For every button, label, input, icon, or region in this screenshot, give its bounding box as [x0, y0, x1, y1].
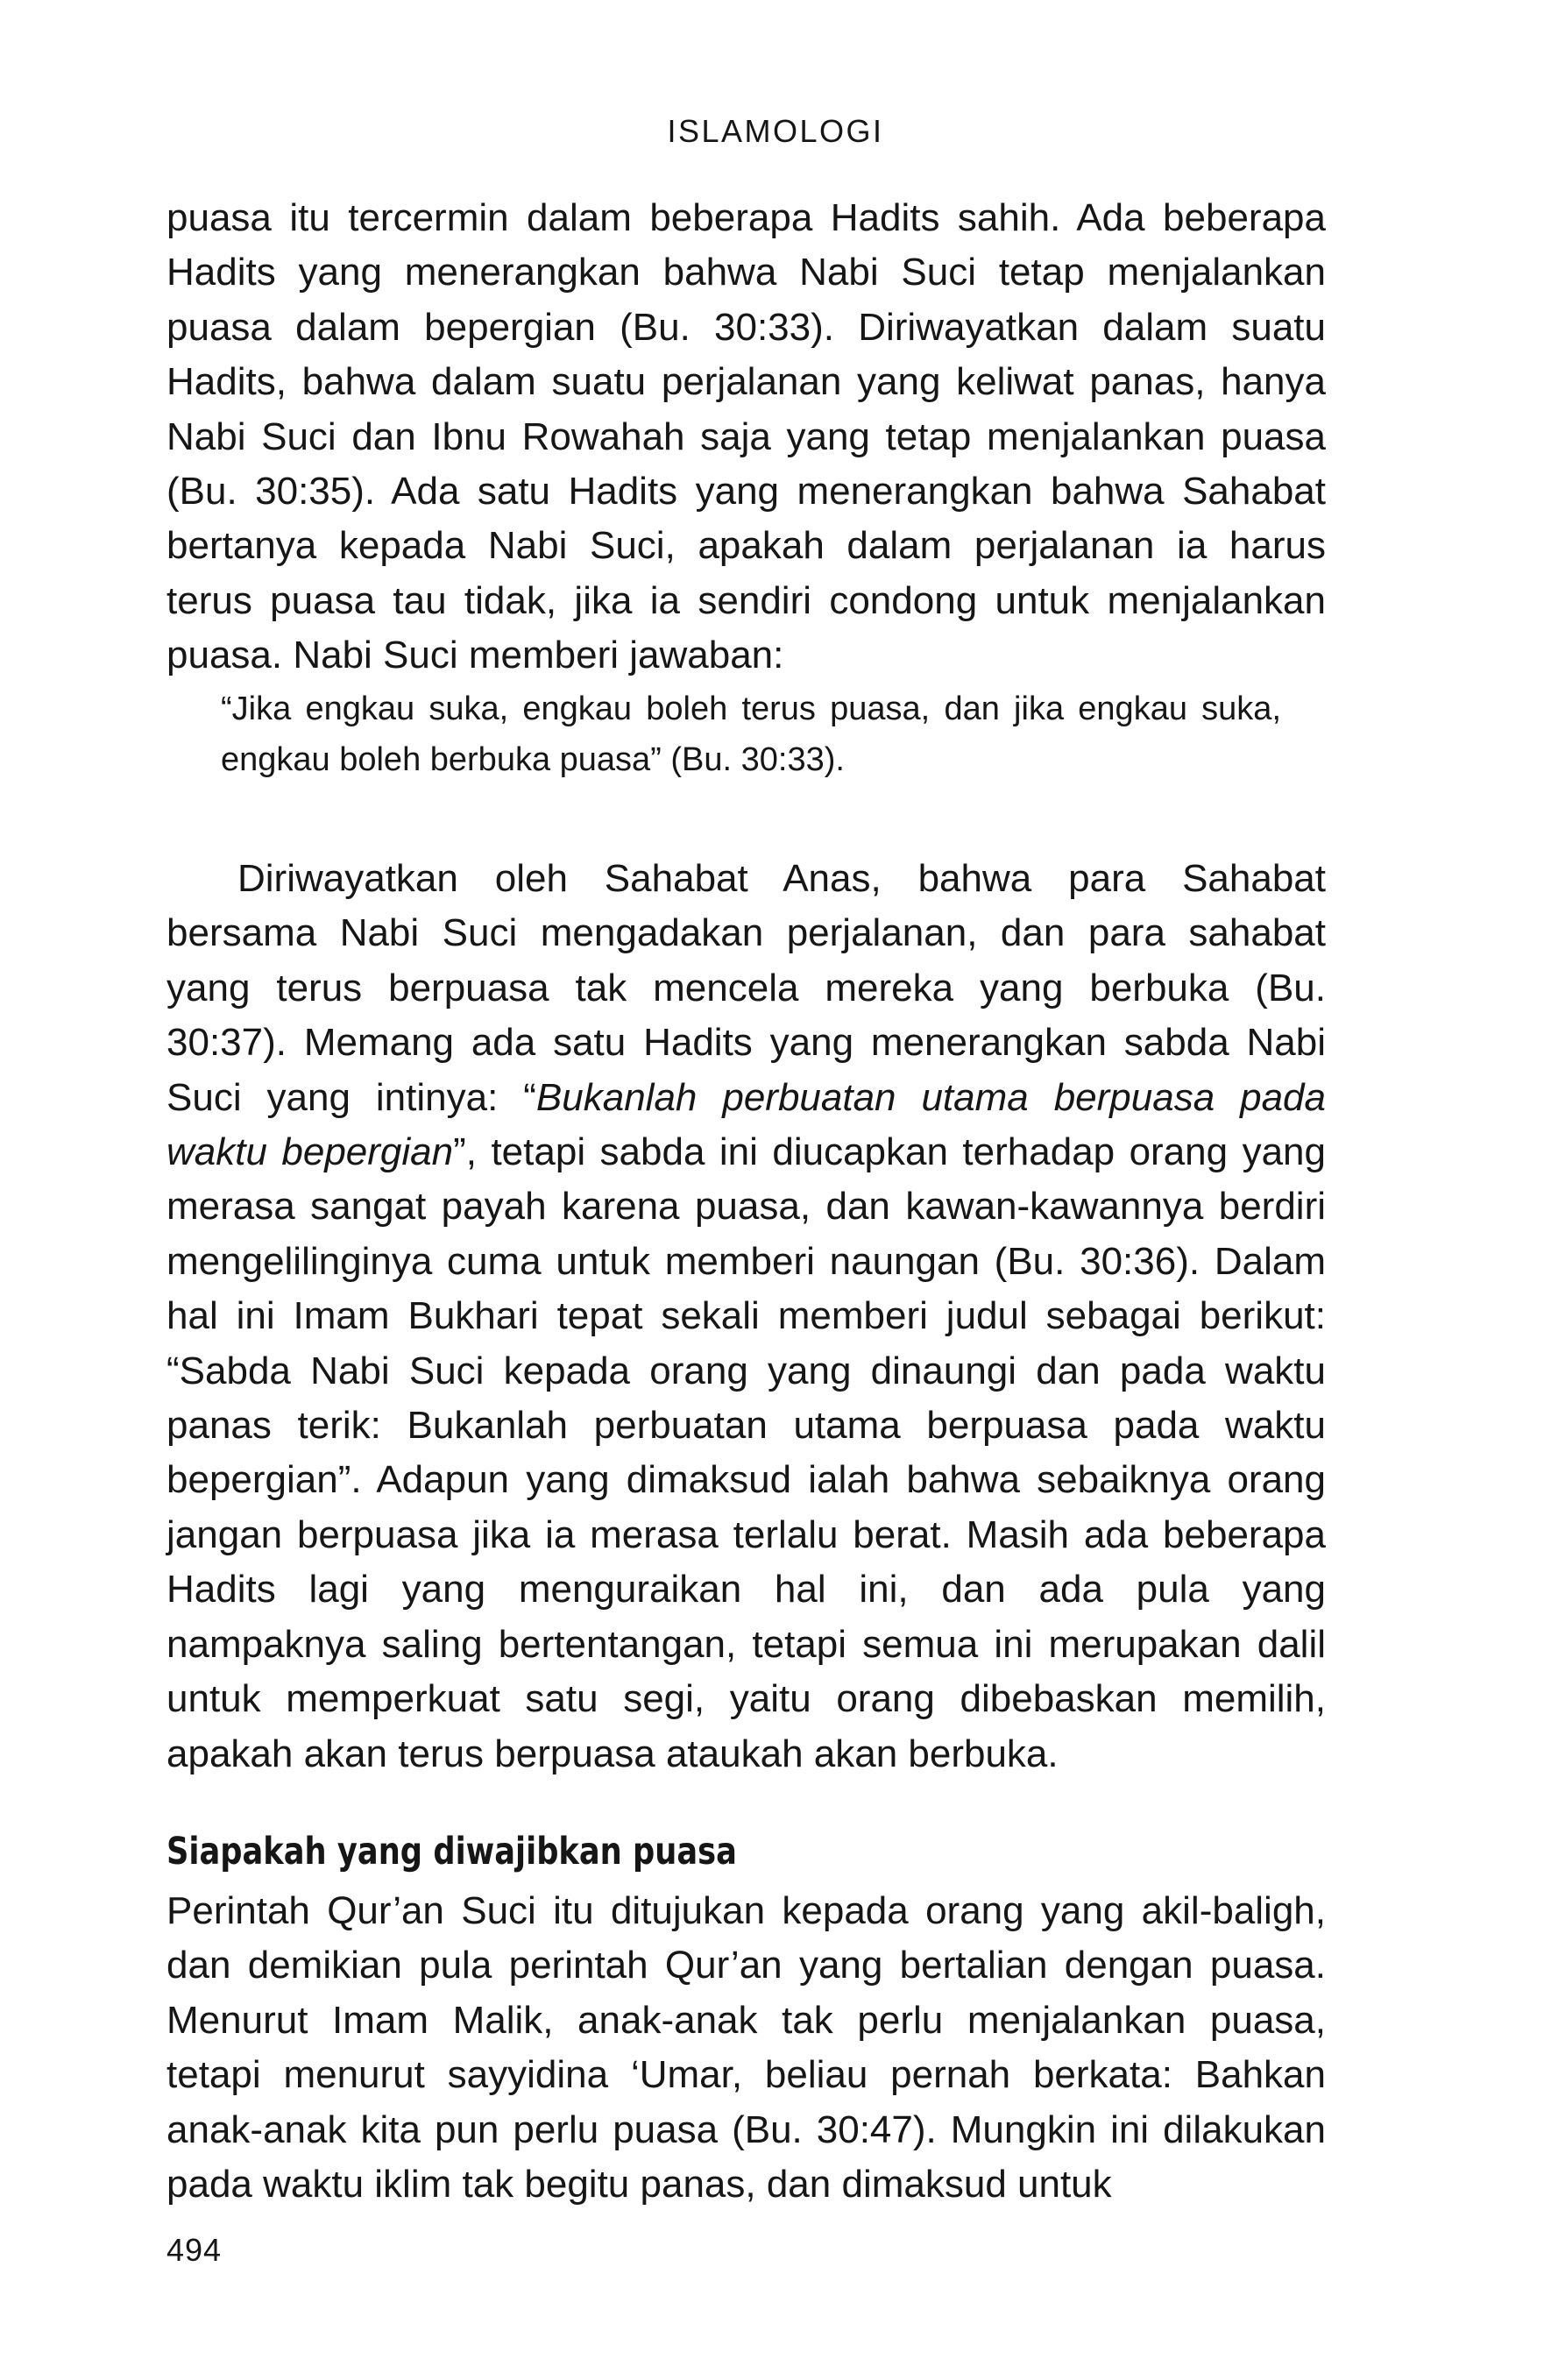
- paragraph-2-text-start: Diriwayatkan oleh Sahabat Anas, bahwa para Sahabat bersama Nabi Suci mengadakan perjalanan, dan para sahabat yang terus berpuasa tak mencela mereka yang berbuka (Bu. 30:37). Memang ada satu Hadits yang menerangkan sabda Nabi Suci yang intinya: “: [166, 857, 1326, 1119]
- section-heading: Siapakah yang diwajibkan puasa: [166, 1830, 737, 1874]
- running-header: ISLAMOLOGI: [667, 113, 884, 149]
- paragraph-2: [166, 852, 1326, 1781]
- paragraph-1: puasa itu tercermin dalam beberapa Hadits sahih. Ada beberapa Hadits yang menerangkan bahwa Nabi Suci tetap menjalankan puasa dalam bepergian (Bu. 30:33). Diriwayatkan dalam suatu Hadits, bahwa dalam suatu perjalanan yang keliwat panas, hanya Nabi Suci dan Ibnu Rowahah saja yang tetap menjalankan puasa (Bu. 30:35). Ada satu Hadits yang menerangkan bahwa Sahabat bertanya kepada Nabi Suci, apakah dalam perjalanan ia harus terus puasa tau tidak, jika ia sendiri condong untuk menjalankan puasa. Nabi Suci memberi jawaban:: [166, 196, 1326, 677]
- paragraph-2-text-end: ”, tetapi sabda ini diucapkan terhadap orang yang merasa sangat payah karena puasa, dan kawan-kawannya berdiri mengelilinginya cuma untuk memberi naungan (Bu. 30:36). Dalam hal ini Imam Bukhari tepat sekali memberi judul sebagai berikut: “Sabda Nabi Suci kepada orang yang dinaungi dan pada waktu panas terik: Bukanlah perbuatan utama berpuasa pada waktu bepergian”. Adapun yang dimaksud ialah bahwa sebaiknya orang jangan berpuasa jika ia merasa terlalu berat. Masih ada beberapa Hadits lagi yang menguraikan hal ini, dan ada pula yang nampaknya saling bertentangan, tetapi semua ini merupakan dalil untuk memperkuat satu segi, yaitu orang dibebaskan memilih, apakah akan terus berpuasa ataukah akan berbuka.: [166, 1130, 1326, 1775]
- page-number: 494: [166, 2232, 223, 2268]
- hadith-quote: “Jika engkau suka, engkau boleh terus puasa, dan jika engkau suka, engkau boleh berbuka puasa” (Bu. 30:33).: [221, 691, 1281, 778]
- paragraph-3: Perintah Qur’an Suci itu ditujukan kepada orang yang akil-baligh, dan demikian pula perintah Qur’an yang bertalian dengan puasa. Menurut Imam Malik, anak-anak tak perlu menjalankan puasa, tetapi menurut sayyidina ‘Umar, beliau pernah berkata: Bahkan anak-anak kita pun perlu puasa (Bu. 30:47). Mungkin ini dilakukan pada waktu iklim tak begitu panas, dan dimaksud untuk: [166, 1889, 1326, 2206]
- paragraph-2-italic-quote: Bukanlah perbuatan utama berpuasa pada waktu bepergian: [166, 1075, 1327, 1174]
